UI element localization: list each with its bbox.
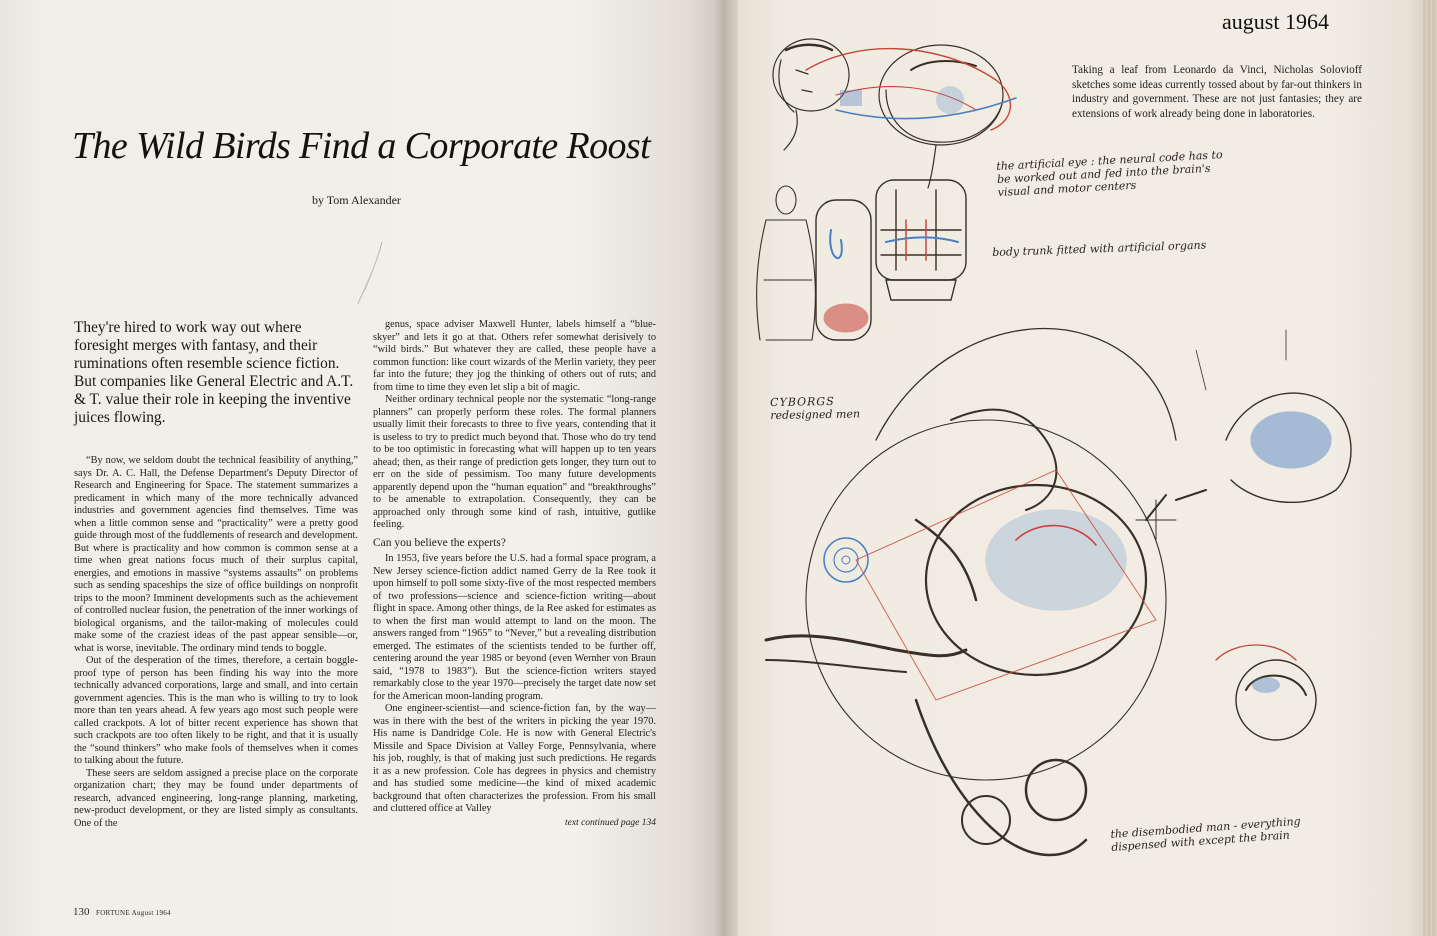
paragraph: “By now, we seldom doubt the technical feasibility of anything,” says Dr. A. C. Hall, the Defense Department's Deputy Director of Research and Engineering for Space. The statement summarizes a predicament in which many of the more technically advanced industries and government agencies find themselves. Time was when a little common sense and “practicality” were a pretty good guide through most of the fuddlements of research and development. But where is practicality and how common is common sense at a time when great nations focus much of their surplus capital, energies, and emotions in massive “systems assaults” on problems such as sending spaceships the size of office buildings on nonprofit trips to the moon? Imminent developments such as the achievement of controlled nuclear fusion, the penetration of the inner workings of biological organisms, and the tailor-making of molecules could make some of the craziest ideas of the past appear sensible—or, what is worse, inevitable. The ordinary mind tends to boggle. [74, 455, 358, 654]
text-column-2 [373, 319, 656, 829]
cyborgs-sublabel: redesigned men [770, 407, 861, 422]
handwritten-note-brain: the disembodied man - everything dispensed with except the brain [1110, 814, 1302, 854]
date-stamp: august 1964 [1222, 9, 1329, 34]
illustration-caption: Taking a leaf from Leonardo da Vinci, Nicholas Solovioff sketches some ideas currently tossed about by far-out thinkers in industry and government. These are not just fantasies; they are extensions of work already being done in laboratories. [1072, 64, 1362, 120]
article-deck: They're hired to work way out where foresight merges with fantasy, and their ruminations often resemble science fiction. But companies like General Electric and A.T. & T. value their role in keeping the inventive juices flowing. [74, 319, 354, 426]
paragraph: In 1953, five years before the U.S. had a formal space program, a New Jersey science-fiction addict named Gerry de la Ree took it upon himself to poll some sixty-five of the most respected members of two professions—science and science-fiction writing—about flight in space. Among other things, de la Ree asked for estimates as to when the first man would attempt to land on the moon. The answers ranged from “1965” to “Never,” but a revealing distribution emerged. The estimates of the scientists tended to be further off, centering around the year 1985 or beyond (even Wernher von Braun said, “1978 to 1983”). But the science-fiction writers stayed remarkably close to the year 1970—precisely the target date now set for the American moon-landing program. [373, 553, 656, 702]
paragraph: Neither ordinary technical people nor the systematic “long-range planners” can properly perform these roles. The formal planners usually limit their forecasts to three to five years, contending that it is useless to try to predict much beyond that. Those who do try tend to be too optimistic in forecasting what will happen up to ten years ahead; then, as their range of prediction gets longer, they turn out to err on the side of pessimism. Too many future developments apparently depend upon the “human equation” and “breakthroughs” to be amenable to extrapolation. Consequently, they can be approached only through some kind of rash, intuitive, gutlike feeling. [373, 394, 656, 530]
section-subhead: Can you believe the experts? [373, 536, 506, 549]
magazine-line: FORTUNE August 1964 [96, 909, 171, 917]
byline: by Tom Alexander [312, 193, 401, 207]
gutter [712, 0, 738, 936]
handwritten-note-trunk: body trunk fitted with artificial organs [992, 238, 1207, 259]
floating-head-sketch-2 [1236, 660, 1316, 740]
page-number: 130 [73, 906, 90, 918]
torso-figure-1 [757, 186, 816, 340]
paragraph: genus, space adviser Maxwell Hunter, labels himself a “blue-skyer” and lets it go at that. Others refer somewhat derisively to “wild birds.” But whatever they are called, these people have a common function: like court wizards of the Merlin variety, they peer far into the future; they jog the thinking of others out of ruts; and from time to time they even let slip a bit of magic. [373, 319, 656, 393]
pencil-stroke-decoration [352, 238, 392, 308]
cyborgs-label: CYBORGS [770, 394, 835, 409]
paragraph: Out of the desperation of the times, therefore, a certain boggle-proof type of person has been finding his way into the more technically advanced corporations, large and small, and into certain government agencies. This is the man who is willing to try to look more than ten years ahead. A few years ago most such people were called crackpots. A lot of bitter recent experience has shown that such crackpots are too often likely to be right, and that it is usually the “sound thinkers” who make fools of themselves when it comes to talking about the future. [74, 655, 358, 766]
paragraph: These seers are seldom assigned a precise place on the corporate organization chart; they may be found under departments of research, advanced engineering, long-range planning, marketing, new-product development, or they are listed simply as consultants. One of the [74, 767, 358, 829]
article-title: The Wild Birds Find a Corporate Roost [72, 125, 651, 167]
text-column-1 [74, 455, 358, 830]
handwritten-note-cyborgs [770, 394, 890, 422]
page-folio [73, 906, 171, 918]
cyborg-sketch-illustration [736, 0, 1437, 936]
continued-note: text continued page 134 [564, 817, 656, 828]
handwritten-note-eye: the artificial eye : the neural code has to be worked out and fed into the brain's visual and motor centers [996, 148, 1223, 199]
paragraph: One engineer-scientist—and science-fiction fan, by the way—was in there with the best of the writers in picking the year 1970. His name is Dandridge Cole. He is now with General Electric's Missile and Space Division at Valley Forge, Pennsylvania, where his job, roughly, is that of making just such predictions. He regards it as a new profession. Cole has degrees in physics and chemistry and has studied some medicine—the kind of mixed academic background that often characterizes the profession. From his small and cluttered office at Valley [373, 703, 656, 814]
